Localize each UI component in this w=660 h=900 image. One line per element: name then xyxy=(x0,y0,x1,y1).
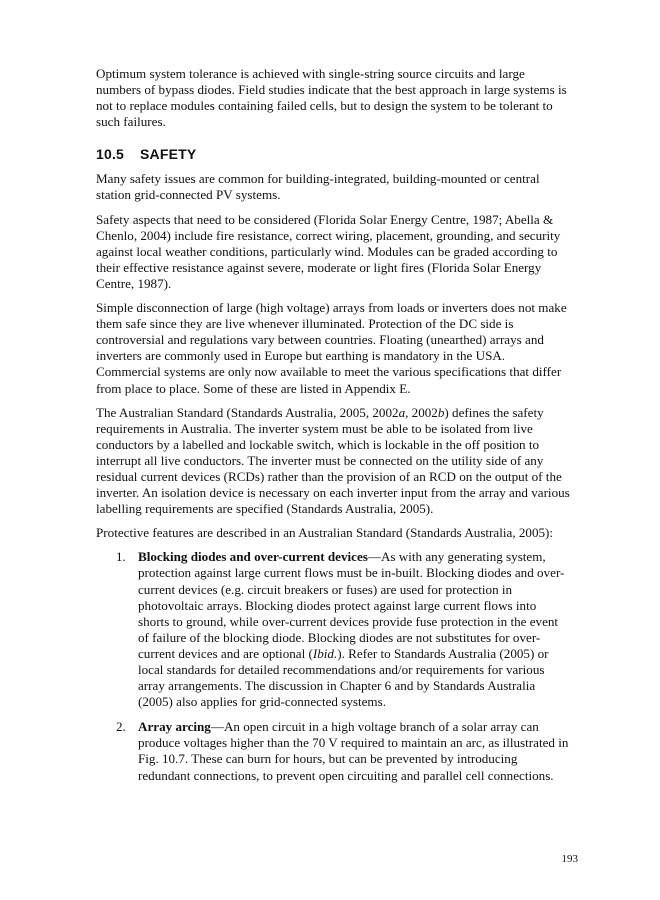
list-item-italic: Ibid. xyxy=(312,645,338,661)
text-run: The Australian Standard (Standards Australia, 2005, 2002 xyxy=(96,404,399,420)
list-marker: 1. xyxy=(116,549,126,565)
page-number: 193 xyxy=(561,853,578,865)
paragraph-protective-features: Protective features are described in an Australian Standard (Standards Australia, 2005): xyxy=(96,525,554,541)
section-heading xyxy=(96,145,570,163)
list-item-heading: Blocking diodes and over-current devices xyxy=(138,549,368,565)
section-title: SAFETY xyxy=(140,146,197,163)
list-marker: 2. xyxy=(116,719,126,735)
italic-run: a xyxy=(398,404,406,420)
list-item-text: —As with any generating system, protection against large current flows must be in-built. Blocking diodes and over-current devices (e.g. circuit breakers or fuses) are used for protection in photovoltaic arrays. Blocking diodes protect against large current flows into shorts to ground, while over-current devices provide fuse protection in the event of failure of the blocking diode. Blocking diodes are not substitutes for over-current devices and are optional ( xyxy=(138,549,565,661)
page-content xyxy=(96,66,570,793)
list-item-text: ). Refer to Standards Australia (2005) or local standards for detailed recommendations and/or requirements for various array arrangements. The discussion in Chapter 6 and by Standards Australia (2005) also applies for grid-connected systems. xyxy=(138,645,549,710)
italic-run: b xyxy=(437,404,445,420)
paragraph-australian-standard xyxy=(96,405,570,518)
paragraph-disconnection: Simple disconnection of large (high voltage) arrays from loads or inverters does not make them safe since they are live whenever illuminated. Protection of the DC side is controversial and regulations vary between countries. Floating (unearthed) arrays and inverters are commonly used in Europe but earthing is mandatory in the USA. Commercial systems are only now available to meet the various specifications that differ from place to place. Some of these are listed in Appendix E. xyxy=(96,300,567,396)
paragraph-safety-issues: Many safety issues are common for building-integrated, building-mounted or central station grid-connected PV systems. xyxy=(96,171,540,203)
text-run: ) defines the safety requirements in Australia. The inverter system must be able to be isolated from live conductors by a labelled and lockable switch, which is lockable in the off position to interrupt all live conductors. The inverter must be connected on the utility side of any residual current devices (RCDs) rather than the provision of an RCD on the output of the inverter. An isolation device is necessary on each inverter input from the array and various labelling requirements are specified (Standards Australia, 2005). xyxy=(96,404,570,517)
list-item-heading: Array arcing xyxy=(138,719,211,735)
list-item xyxy=(96,549,570,710)
intro-paragraph: Optimum system tolerance is achieved with single-string source circuits and large numbers of bypass diodes. Field studies indicate that the best approach in large systems is not to replace modules containing failed cells, but to design the system to be tolerant to such failures. xyxy=(96,66,567,130)
list-item xyxy=(96,719,570,783)
list-item-text: —An open circuit in a high voltage branch of a solar array can produce voltages higher than the 70 V required to maintain an arc, as illustrated in Fig. 10.7. These can burn for hours, but can be prevented by introducing redundant connections, to prevent open circuiting and parallel cell connections. xyxy=(138,719,569,783)
paragraph-safety-aspects: Safety aspects that need to be considered (Florida Solar Energy Centre, 1987; Abella & Chenlo, 2004) include fire resistance, correct wiring, placement, grounding, and security against local weather conditions, particularly wind. Modules can be graded according to their effective resistance against severe, moderate or light fires (Florida Solar Energy Centre, 1987). xyxy=(96,211,561,291)
text-run: , 2002 xyxy=(405,404,438,420)
section-number: 10.5 xyxy=(96,146,125,163)
protective-features-list xyxy=(96,549,570,783)
